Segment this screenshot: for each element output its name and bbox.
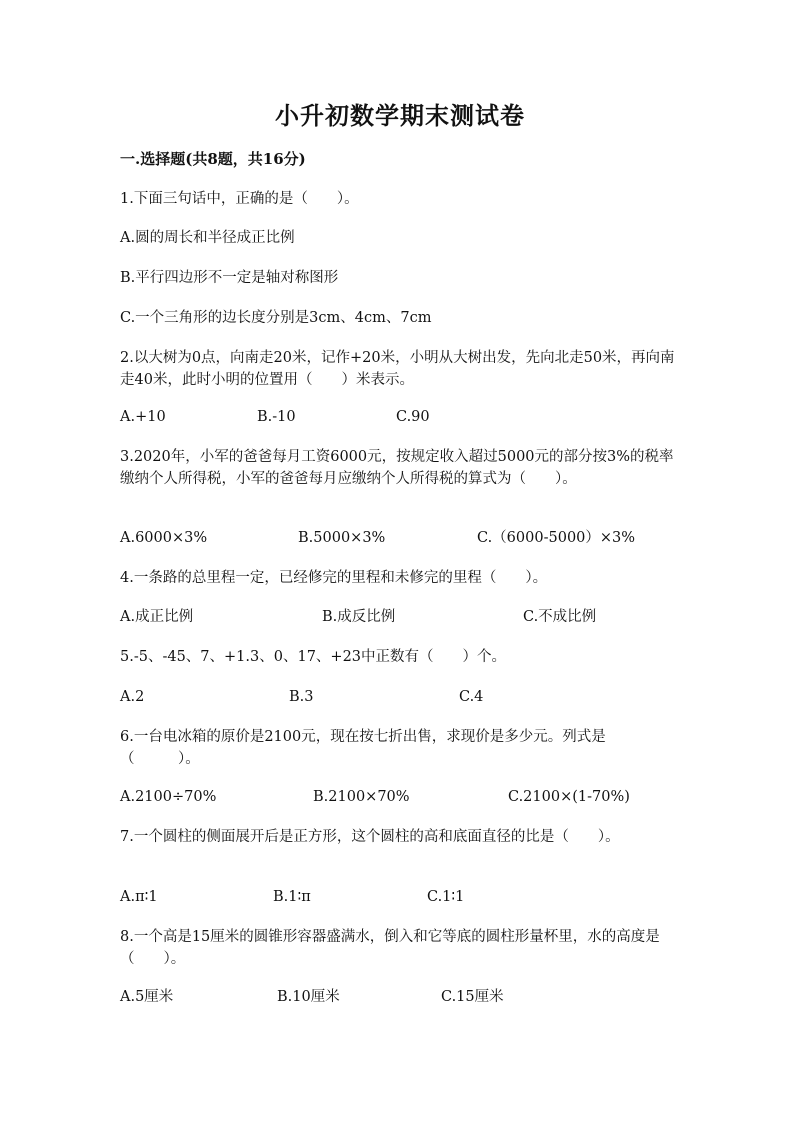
question-2-option-b: B.-10	[257, 409, 296, 425]
question-5-option-b: B.3	[289, 689, 314, 705]
question-3-option-a: A.6000×3%	[120, 530, 208, 546]
question-6-stem: 6.一台电冰箱的原价是2100元，现在按七折出售，求现价是多少元。列式是（ ）。	[120, 729, 606, 767]
question-7-stem: 7.一个圆柱的侧面展开后是正方形，这个圆柱的高和底面直径的比是（ ）。	[120, 829, 620, 845]
page-title: 小升初数学期末测试卷	[275, 101, 525, 130]
question-1-option-c: C.一个三角形的边长度分别是3cm、4cm、7cm	[120, 310, 432, 326]
question-3-stem: 3.2020年，小军的爸爸每月工资6000元，按规定收入超过5000元的部分按3%的税率缴纳个人所得税，小军的爸爸每月应缴纳个人所得税的算式为（ ）。	[120, 449, 674, 487]
question-4-option-c: C.不成比例	[523, 609, 597, 625]
question-2-option-a: A.+10	[120, 409, 166, 425]
question-8-option-a: A.5厘米	[120, 989, 174, 1005]
question-3-option-b: B.5000×3%	[298, 530, 386, 546]
question-2-stem: 2.以大树为0点，向南走20米，记作+20米，小明从大树出发，先向北走50米，再向南走40米，此时小明的位置用（ ）米表示。	[120, 350, 675, 388]
question-7-option-a: A.π∶1	[120, 889, 158, 905]
question-1-stem: 1.下面三句话中，正确的是（ ）。	[120, 191, 359, 207]
question-7-option-c: C.1∶1	[427, 889, 465, 905]
question-6-option-b: B.2100×70%	[313, 789, 410, 805]
question-4-option-b: B.成反比例	[322, 609, 396, 625]
question-3-option-c: C.（6000-5000）×3%	[477, 530, 636, 546]
question-5-option-a: A.2	[120, 689, 145, 705]
question-5-option-c: C.4	[459, 689, 484, 705]
question-8-stem: 8.一个高是15厘米的圆锥形容器盛满水，倒入和它等底的圆柱形量杯里，水的高度是（ ）。	[120, 929, 660, 967]
section-heading: 一.选择题(共8题，共16分)	[120, 150, 306, 168]
question-7-option-b: B.1∶π	[273, 889, 311, 905]
question-1-option-b: B.平行四边形不一定是轴对称图形	[120, 270, 339, 286]
question-4-stem: 4.一条路的总里程一定，已经修完的里程和未修完的里程（ ）。	[120, 570, 548, 586]
question-6-option-c: C.2100×(1-70%)	[508, 789, 630, 805]
question-8-option-c: C.15厘米	[441, 989, 504, 1005]
question-5-stem: 5.-5、-45、7、+1.3、0、17、+23中正数有（ ）个。	[120, 649, 507, 665]
question-2-option-c: C.90	[396, 409, 430, 425]
question-6-option-a: A.2100÷70%	[120, 789, 217, 805]
question-1-option-a: A.圆的周长和半径成正比例	[120, 230, 295, 246]
question-8-option-b: B.10厘米	[277, 989, 340, 1005]
question-4-option-a: A.成正比例	[120, 609, 194, 625]
